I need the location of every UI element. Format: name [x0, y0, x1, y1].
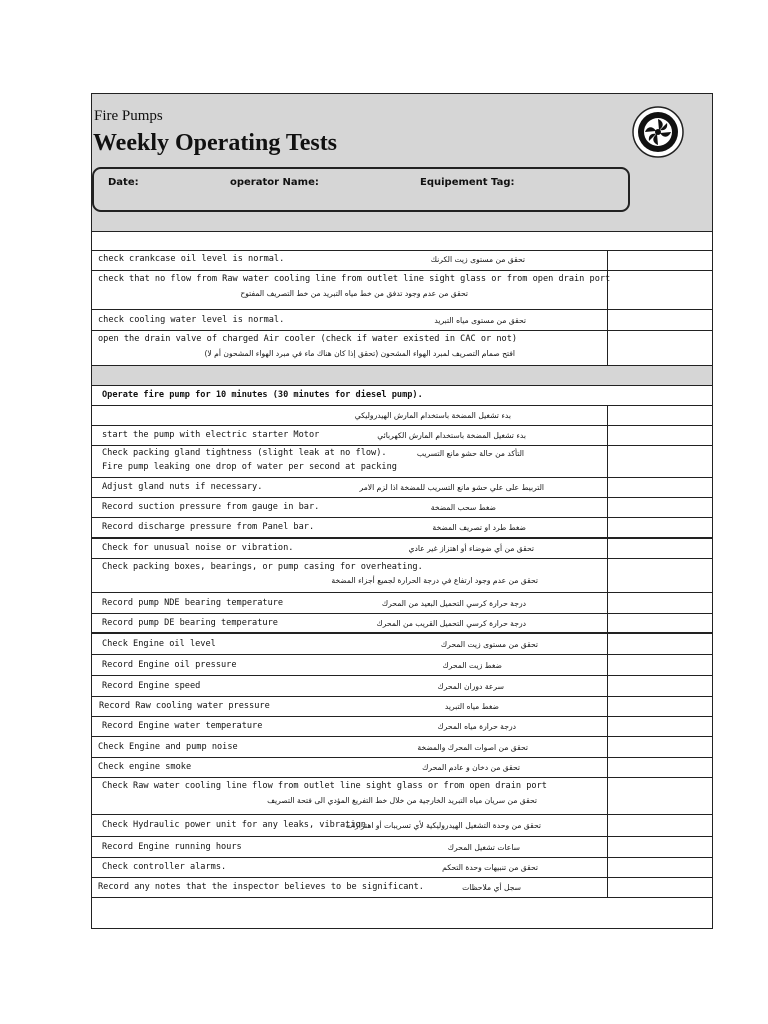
row-text-en: Check Hydraulic power unit for any leaks, vibration: [102, 820, 366, 830]
row-text-ar: درجة حرارة مياه المحرك: [437, 722, 516, 731]
table-row: [92, 778, 712, 815]
form-info-box: [92, 167, 630, 212]
row-text-ar: تحقق من عدم وجود ارتفاع في درجة الحرارة لجميع أجزاء المضخة: [331, 576, 538, 585]
row-text-en: Record any notes that the inspector believes to be significant.: [98, 882, 424, 892]
table-row: [92, 331, 712, 366]
row-text-en: Operate fire pump for 10 minutes (30 minutes for diesel pump).: [102, 390, 423, 400]
row-text-en: check crankcase oil level is normal.: [98, 254, 285, 264]
table-row: [92, 858, 712, 878]
form-category: Fire Pumps: [94, 108, 163, 124]
row-text-ar: تحقق من سريان مياه التبريد الخارجية من خلال خط التفريغ المؤدي الى فتحة التصريف: [267, 796, 537, 805]
row-text-en: Check Raw water cooling line flow from outlet line sight glass or from open drain port: [102, 781, 547, 791]
table-row: [92, 559, 712, 593]
table-row: [92, 310, 712, 331]
row-text-ar: تحقق من مستوى مياه التبريد: [434, 316, 526, 325]
row-text-en: Check Engine oil level: [102, 639, 216, 649]
table-row: [92, 837, 712, 858]
row-text-en: Check packing boxes, bearings, or pump casing for overheating.: [102, 562, 423, 572]
row-text-en: Check packing gland tightness (slight leak at no flow).: [102, 448, 387, 458]
row-text-ar: ساعات تشغيل المحرك: [447, 843, 520, 852]
row-text-ar: ضغط زيت المحرك: [442, 661, 502, 670]
row-text-en: Record pump NDE bearing temperature: [102, 598, 284, 608]
row-text-ar: سجل أي ملاحظات: [462, 883, 521, 892]
row-text-en: Record Engine speed: [102, 681, 201, 691]
row-text-ar: تحقق من اصوات المحرك والمضخة: [417, 743, 528, 752]
row-text-ar: ضغط طرد او تصريف المضخة: [432, 523, 526, 532]
table-row: [92, 593, 712, 614]
row-text-en: Record Engine oil pressure: [102, 660, 237, 670]
row-text-en: Record pump DE bearing temperature: [102, 618, 278, 628]
table-row: [92, 426, 712, 446]
date-field[interactable]: Date:: [108, 177, 139, 188]
operator-name-field[interactable]: operator Name:: [230, 177, 319, 188]
row-text-en: Record Engine running hours: [102, 842, 242, 852]
table-row: [92, 539, 712, 559]
row-text-en: check cooling water level is normal.: [98, 315, 285, 325]
row-text-ar: تحقق من عدم وجود تدفق من خط مياه التبريد من خط التصريف المفتوح: [240, 289, 468, 298]
row-text-ar: ضغط مياه التبريد: [444, 702, 499, 711]
table-row: [92, 478, 712, 498]
row-text-ar: ضغط سحب المضخة: [430, 503, 496, 512]
row-text-en: Adjust gland nuts if necessary.: [102, 482, 263, 492]
row-text-ar: سرعة دوران المحرك: [437, 682, 504, 691]
row-text-en: Record suction pressure from gauge in bar.: [102, 502, 320, 512]
row-text-en: Record discharge pressure from Panel bar.: [102, 522, 315, 532]
table-row: [92, 737, 712, 758]
row-text-en: check that no flow from Raw water cooling line from outlet line sight glass or from open drain port: [98, 274, 611, 284]
row-text-en: start the pump with electric starter Motor: [102, 430, 320, 440]
row-text-en: open the drain valve of charged Air cooler (check if water existed in CAC or not): [98, 334, 518, 344]
table-row: [92, 518, 712, 539]
row-text-ar: افتح صمام التصريف لمبرد الهواء المشحون (تحقق إذا كان هناك ماء في مبرد الهواء المشحون أم لا): [204, 349, 515, 358]
table-row: [92, 697, 712, 717]
row-text-ar: تحقق من تنبيهات وحدة التحكم: [442, 863, 538, 872]
row-text-ar: التربيط على علي حشو مانع التسريب للمضخة اذا لزم الامر: [359, 483, 544, 492]
row-text-en: Check Engine and pump noise: [98, 742, 238, 752]
row-text-en: Check controller alarms.: [102, 862, 227, 872]
equipment-tag-field[interactable]: Equipement Tag:: [420, 177, 515, 188]
table-row: [92, 758, 712, 778]
table-row: [92, 366, 712, 386]
row-text-ar: تحقق من أي ضوضاء أو اهتزاز غير عادي: [408, 544, 534, 553]
table-row: [92, 251, 712, 271]
row-text-ar: التأكد من حالة حشو مانع التسريب: [416, 449, 524, 458]
fire-pump-logo-icon: [632, 106, 684, 158]
table-row: [92, 498, 712, 518]
table-row: [92, 406, 712, 426]
row-text-ar: تحقق من وحدة التشغيل الهيدروليكية لأي تسريبات أو اهتزازات: [345, 821, 541, 830]
table-row: [92, 271, 712, 310]
row-text-en-continued: Fire pump leaking one drop of water per second at packing: [102, 462, 397, 472]
table-row: [92, 655, 712, 676]
table-row: [92, 386, 712, 406]
row-text-ar: بدء تشغيل المضخة باستخدام المارش الكهربائي: [377, 431, 526, 440]
form-title: Weekly Operating Tests: [93, 130, 338, 156]
row-text-en: Record Raw cooling water pressure: [99, 701, 270, 711]
table-row: [92, 815, 712, 837]
row-text-ar: درجة حرارة كرسي التحميل البعيد من المحرك: [381, 599, 526, 608]
table-row: [92, 717, 712, 737]
row-text-ar: درجة حرارة كرسي التحميل القريب من المحرك: [376, 619, 526, 628]
table-row: [92, 446, 712, 478]
form-header: [92, 94, 712, 232]
inspection-form: [91, 93, 713, 929]
table-row: [92, 231, 712, 251]
row-text-ar: تحقق من مستوى زيت الكرنك: [430, 255, 525, 264]
table-row: [92, 676, 712, 697]
row-text-en: Check for unusual noise or vibration.: [102, 543, 294, 553]
row-text-ar: بدء تشغيل المضخة باستخدام المارش الهيدروليكي: [354, 411, 511, 420]
table-row: [92, 634, 712, 655]
row-text-ar: تحقق من دخان و عادم المحرك: [422, 763, 520, 772]
table-row: [92, 878, 712, 898]
row-text-en: Check engine smoke: [98, 762, 192, 772]
row-text-en: Record Engine water temperature: [102, 721, 263, 731]
table-row: [92, 614, 712, 634]
row-text-ar: تحقق من مستوى زيت المحرك: [440, 640, 538, 649]
